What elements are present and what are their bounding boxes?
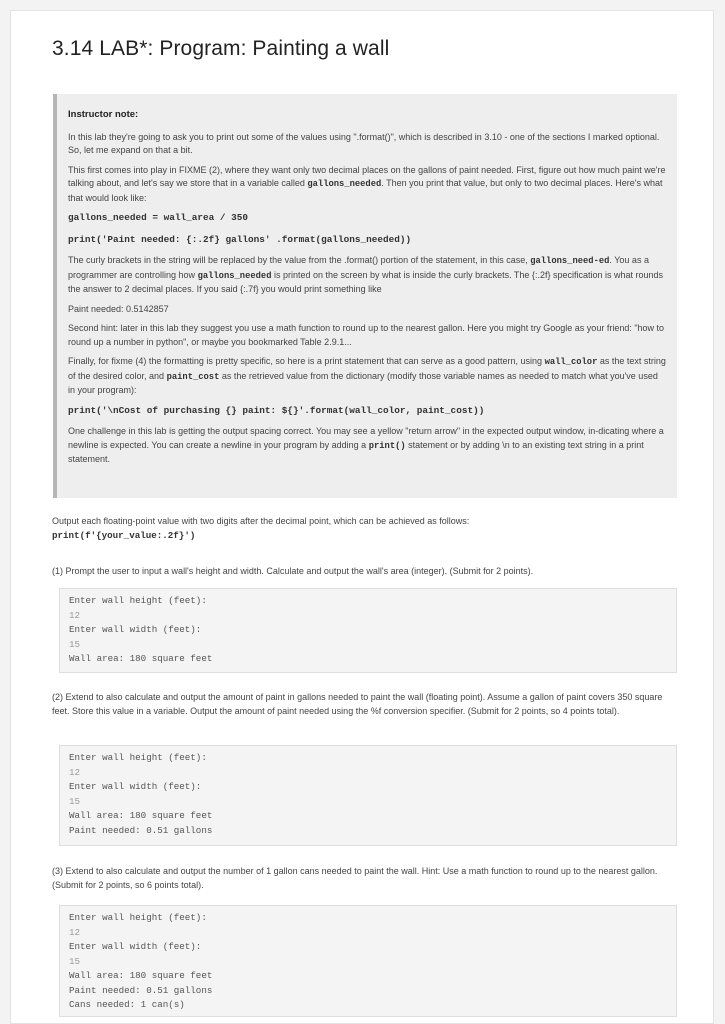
step-1-text: (1) Prompt the user to input a wall's height and width. Calculate and output the wall's area (integer). (Submit for 2 points).: [52, 566, 534, 576]
inline-code: wall_color: [544, 357, 598, 367]
example-output-2: [59, 745, 677, 846]
code-line: gallons_needed = wall_area / 350: [68, 212, 249, 223]
terminal-line: Enter wall width (feet):: [69, 941, 202, 952]
note-paragraph: [68, 425, 667, 467]
terminal-line: Paint needed: 0.51 gallons: [69, 984, 213, 996]
inline-code: gallons_needed: [197, 270, 272, 281]
inline-code: gallons_needed: [307, 179, 382, 189]
terminal-line: Enter wall height (feet):: [69, 752, 207, 763]
inline-code: paint_cost: [166, 371, 220, 382]
code-line: print('Paint needed: {:.2f} gallons' .format(gallons_needed)): [68, 233, 412, 245]
note-paragraph: [68, 164, 667, 206]
terminal-input: 15: [69, 638, 81, 650]
note-text: The curly brackets in the string will be replaced by the value from the .format() portion of the statement, in this case,: [68, 255, 531, 265]
note-text: . You as a programmer are controlling how: [68, 255, 649, 280]
note-text: This first comes into play in FIXME (2), where they want only two decimal places on the gallons of paint needed. First, figure out how much paint we're talking about, and let's say we store that in a variable called: [68, 164, 666, 188]
note-paragraph: [68, 355, 667, 398]
terminal-line: Paint needed: 0.51 gallons: [69, 824, 213, 836]
terminal-line: Wall area: 180 square feet: [69, 653, 213, 664]
note-text: is printed on the screen by what is inside the curly brackets. The {:.2f} specification is what rounds the answer to 2 decimal places. If you said {:.7f} you would print something like: [68, 269, 664, 294]
terminal-line: Enter wall height (feet):: [69, 595, 207, 606]
terminal-line: Cans needed: 1 can(s): [69, 999, 185, 1010]
inline-code: print(): [368, 440, 406, 451]
code-line: print('\nCost of purchasing {} paint: ${}'.format(wall_color, paint_cost)): [68, 404, 485, 416]
lab-page: [10, 10, 714, 1024]
terminal-input: 12: [69, 766, 81, 778]
terminal-line: Wall area: 180 square feet: [69, 810, 213, 821]
note-text: Finally, for fixme (4) the formatting is pretty specific, so here is a print statement that can serve as a good pattern, using: [68, 356, 545, 366]
format-hint-text: Output each floating-point value with two digits after the decimal point, which can be achieved as follows:: [52, 516, 470, 526]
example-output-3: [59, 905, 677, 1017]
example-output-1: [59, 588, 677, 673]
note-heading: Instructor note:: [68, 109, 139, 120]
note-text: One challenge in this lab is getting the output spacing correct. You may see a yellow "return arrow" in the expected output window, in-dicating where a newline is expected. You can create a newline in your program by adding a: [68, 426, 664, 450]
step-2-text: (2) Extend to also calculate and output the amount of paint in gallons needed to paint the wall (floating point). Assume a gallon of paint covers 350 square feet. Store this value in a variable. Output the amount of paint needed using the %f conversion specifier. (Submit for 2 points, so 4 points total).: [52, 692, 663, 716]
note-paragraph: Second hint: later in this lab they suggest you use a math function to round up to the nearest gallon. Here you might try Google as your friend: "how to round up a number in python", or maybe you bookmarked Table 2.9.1...: [68, 323, 665, 347]
inline-code: gallons_need-ed: [530, 256, 610, 266]
terminal-line: Enter wall width (feet):: [69, 781, 202, 792]
note-text: . Then you print that value, but only to two decimal places. Here's what that would look like:: [68, 178, 663, 203]
terminal-line: Wall area: 180 square feet: [69, 970, 213, 981]
terminal-input: 15: [69, 955, 81, 967]
format-hint: [52, 515, 676, 542]
format-code: print(f'{your_value:.2f}'): [52, 529, 196, 541]
note-text: statement or by adding \n to an existing text string in a print statement.: [68, 439, 644, 464]
terminal-input: 12: [69, 926, 81, 938]
note-paragraph: [68, 254, 667, 297]
note-text: as the text string of the desired color, and: [68, 356, 666, 381]
note-text: as the retrieved value from the dictionary (modify those variable names as needed to match what you've used in your program):: [68, 370, 658, 395]
terminal-line: Enter wall height (feet):: [69, 912, 207, 923]
step-3-text: (3) Extend to also calculate and output the number of 1 gallon cans needed to paint the wall. Hint: Use a math function to round up to the nearest gallon. (Submit for 2 points, so 6 points total).: [52, 866, 658, 890]
terminal-input: 12: [69, 609, 81, 621]
terminal-line: Enter wall width (feet):: [69, 624, 202, 635]
note-paragraph: Paint needed: 0.5142857: [68, 303, 169, 314]
terminal-input: 15: [69, 795, 81, 807]
instructor-note: [53, 94, 677, 498]
page-title: 3.14 LAB*: Program: Painting a wall: [52, 37, 390, 60]
note-paragraph: In this lab they're going to ask you to print out some of the values using ".format()", which is described in 3.10 - one of the sections I marked optional. So, let me expand on that a bit.: [68, 131, 660, 155]
